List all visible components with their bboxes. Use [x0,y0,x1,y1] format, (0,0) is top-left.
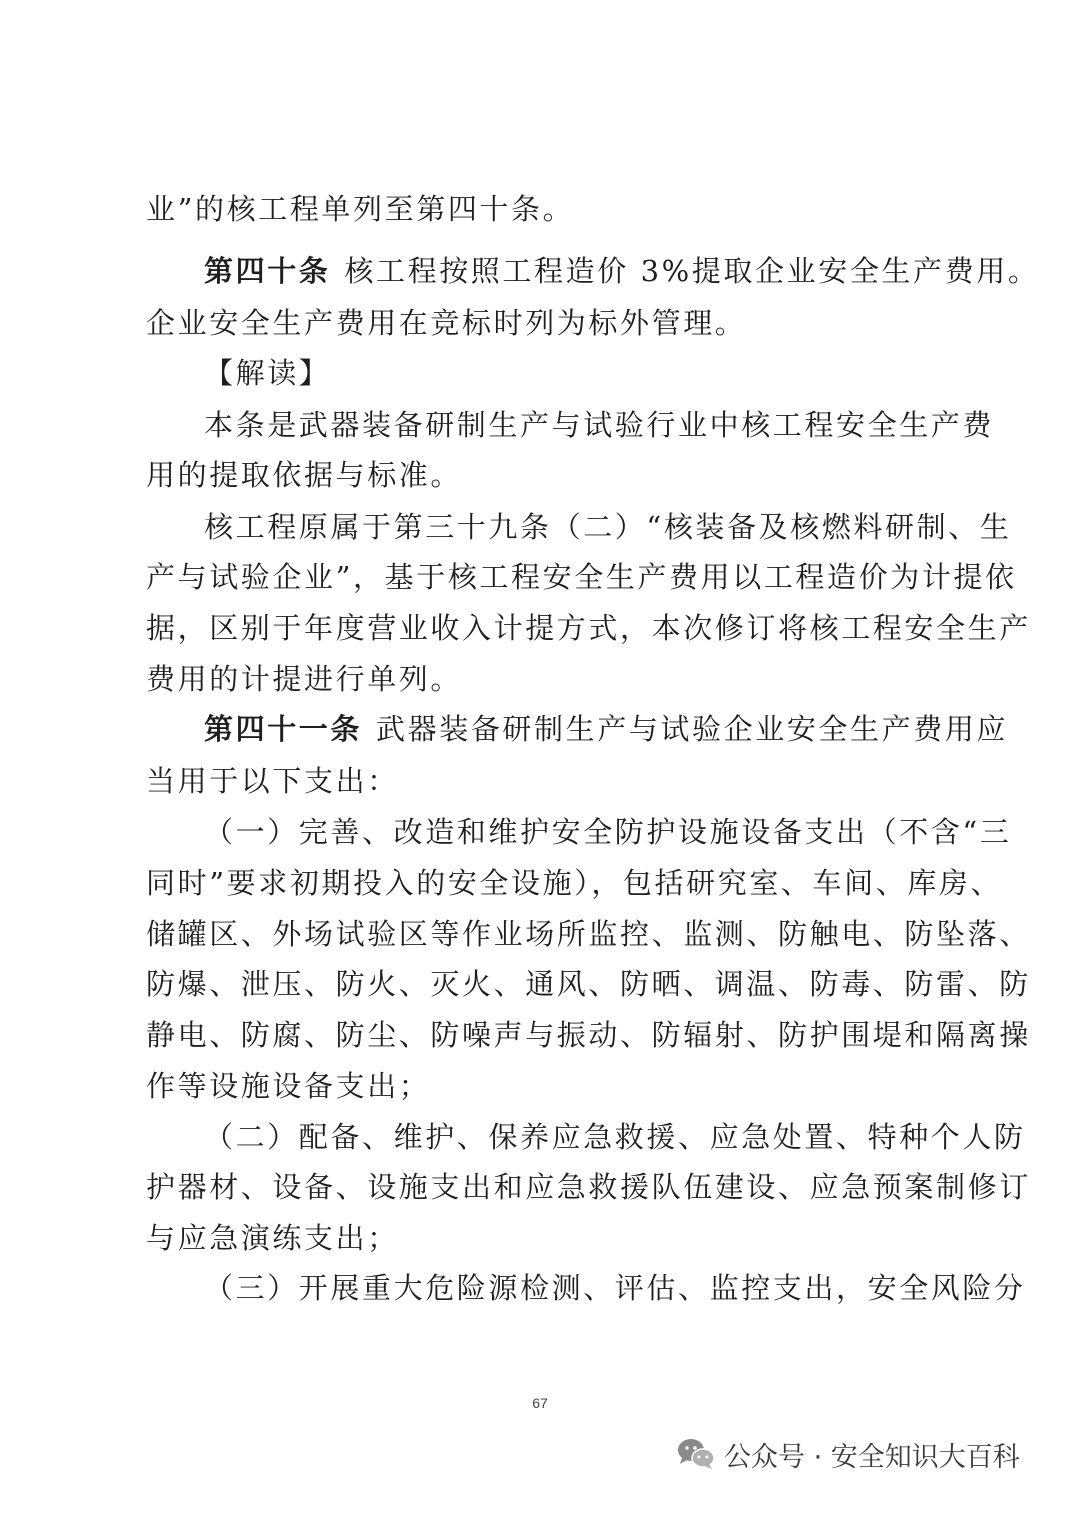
text-line: （二）配备、维护、保养应急救援、应急处置、特种个人防 [204,1120,1026,1154]
article-41-line [204,709,1009,749]
text-line: 业”的核工程单列至第四十条。 [146,192,575,226]
text-line: （一）完善、改造和维护安全防护设施设备支出（不含“三 [204,815,1012,849]
article-40-text: 核工程按照工程造价 3%提取企业安全生产费用。 [344,254,1040,288]
interpretation-heading: 【解读】 [204,356,331,390]
text-line: 与应急演练支出； [146,1221,399,1255]
article-41-text: 武器装备研制生产与试验企业安全生产费用应 [376,712,1009,746]
text-line: 储罐区、外场试验区等作业场所监控、监测、防触电、防坠落、 [146,917,1031,951]
text-line: 同时”要求初期投入的安全设施），包括研究室、车间、库房、 [146,866,1003,900]
text-line: （三）开展重大危险源检测、评估、监控支出，安全风险分 [204,1271,1026,1305]
text-line: 护器材、设备、设施支出和应急救援队伍建设、应急预案制修订 [146,1170,1031,1204]
article-40-line [204,251,1040,291]
wechat-icon [676,1436,716,1472]
article-40-heading: 第四十条 [204,254,331,288]
watermark-text: 公众号 · 安全知识大百科 [724,1441,1020,1473]
text-line: 作等设施设备支出； [146,1069,431,1103]
text-line: 费用的计提进行单列。 [146,662,463,696]
text-line: 产与试验企业”，基于核工程安全生产费用以工程造价为计提依 [146,560,1017,594]
text-line: 据，区别于年度营业收入计提方式，本次修订将核工程安全生产 [146,611,1031,645]
page-number: 67 [532,1395,548,1411]
watermark [676,1432,1020,1476]
text-line: 核工程原属于第三十九条（二）“核装备及核燃料研制、生 [204,510,1012,544]
article-41-heading: 第四十一条 [204,712,363,746]
text-line: 当用于以下支出： [146,764,399,798]
text-line: 企业安全生产费用在竞标时列为标外管理。 [146,306,747,340]
text-line: 用的提取依据与标准。 [146,458,463,492]
text-line: 静电、防腐、防尘、防噪声与振动、防辐射、防护围堤和隔离操 [146,1018,1031,1052]
text-line: 防爆、泄压、防火、灭火、通风、防晒、调温、防毒、防雷、防 [146,967,1031,1001]
text-line: 本条是武器装备研制生产与试验行业中核工程安全生产费 [204,408,995,442]
